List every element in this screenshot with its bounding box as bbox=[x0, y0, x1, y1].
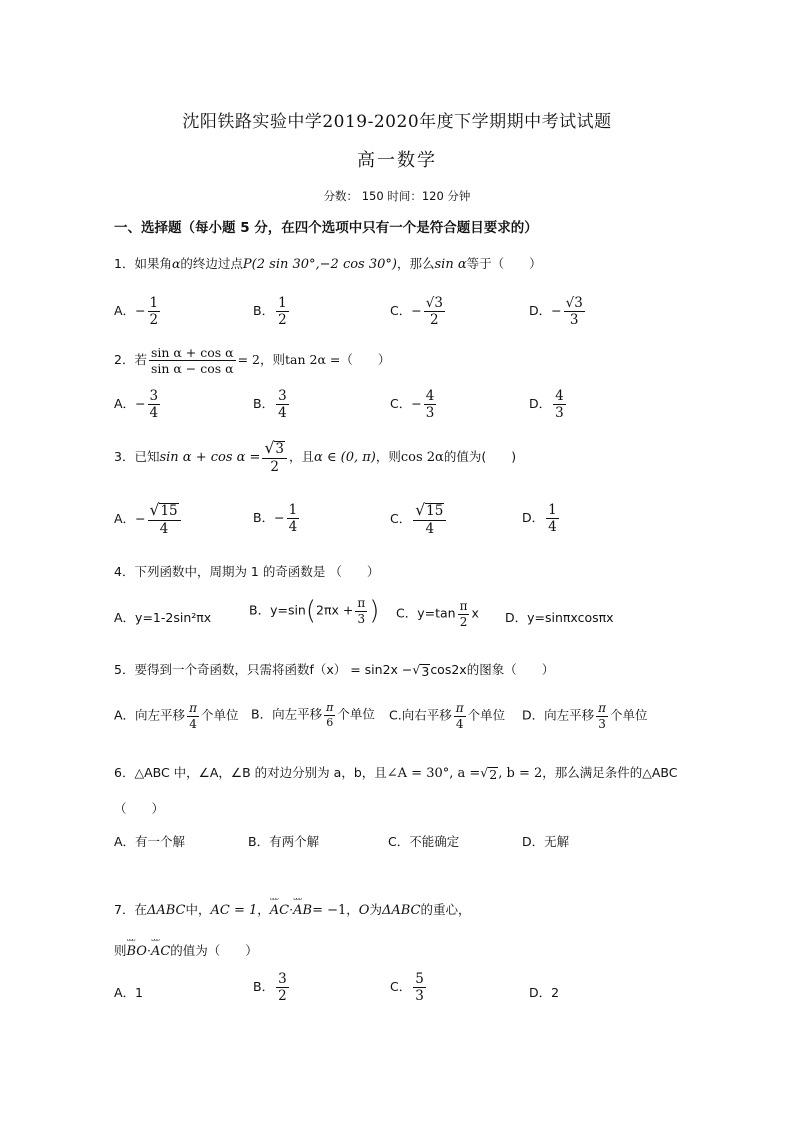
q2-option-b[interactable]: B． $\frac{3}{4}$ bbox=[253, 388, 287, 422]
q3-option-d[interactable]: D． $\frac{1}{4}$ bbox=[522, 502, 557, 536]
vector-ac: ᴗᴗᴗ AC bbox=[151, 944, 170, 959]
q4-option-b[interactable]: B．y=sin(2πx + $\frac{\pi}{3}$ ) bbox=[249, 596, 380, 627]
q7-option-a[interactable]: A．1 bbox=[114, 985, 144, 1000]
sqrt-3: √ 3 bbox=[412, 662, 430, 679]
vector-ac: ᴗᴗᴗ AC bbox=[270, 903, 289, 918]
question-7-line2: 则ᴗᴗᴗ BO·ᴗᴗᴗ AC的值为（ ） bbox=[114, 941, 258, 959]
q6-answer-paren: （ ） bbox=[114, 801, 165, 816]
section-heading: 一、选择题（每小题 5 分，在四个选项中只有一个是符合题目要求的） bbox=[114, 220, 538, 236]
vector-ab: ᴗᴗᴗ AB bbox=[293, 903, 312, 918]
sqrt-3: √ 3 bbox=[262, 441, 286, 459]
question-2: 2．若 $\frac{\text{sin α + cos α}}{\text{sin α − cos α}}$ = 2，则tan 2α =（ ） bbox=[114, 345, 391, 377]
q5-option-c[interactable]: C.向右平移 $\frac{\pi}{4}$ 个单位 bbox=[389, 701, 506, 731]
q1-option-a[interactable]: A．− $\frac{1}{2}$ bbox=[114, 295, 159, 329]
q2-option-c[interactable]: C．− $\frac{4}{3}$ bbox=[390, 388, 435, 422]
q5-option-a[interactable]: A．向左平移 $\frac{\pi}{4}$ 个单位 bbox=[114, 701, 239, 731]
q7-option-d[interactable]: D．2 bbox=[529, 985, 560, 1000]
q1-option-b[interactable]: B． $\frac{1}{2}$ bbox=[253, 295, 287, 329]
exam-title: 沈阳铁路实验中学2019-2020年度下学期期中考试试题 bbox=[182, 112, 612, 132]
q3-option-b[interactable]: B．− $\frac{1}{4}$ bbox=[253, 502, 298, 536]
sqrt-2: √ 2 bbox=[480, 765, 498, 782]
question-7: 7．在ΔABC中，AC = 1，ᴗᴗᴗ AC·ᴗᴗᴗ AB= −1，O为ΔABC的重心， bbox=[114, 900, 471, 918]
q4-option-d[interactable]: D．y=sinπxcosπx bbox=[505, 610, 614, 625]
q5-option-b[interactable]: B．向左平移 $\frac{\pi}{6}$ 个单位 bbox=[251, 701, 375, 729]
q7-option-b[interactable]: B． $\frac{3}{2}$ bbox=[253, 971, 287, 1005]
q3-option-c[interactable]: C． √ 15 4 bbox=[390, 503, 448, 536]
q2-option-d[interactable]: D． $\frac{4}{3}$ bbox=[529, 388, 564, 422]
q6-option-b[interactable]: B．有两个解 bbox=[248, 834, 320, 849]
q1-option-d[interactable]: D．− $\frac{√3}{3}$ bbox=[529, 295, 583, 329]
q2-option-a[interactable]: A．− $\frac{3}{4}$ bbox=[114, 388, 159, 422]
q4-option-a[interactable]: A．y=1-2sin²πx bbox=[114, 610, 212, 625]
q3-option-a[interactable]: A．− √ 15 4 bbox=[114, 503, 183, 536]
q7-option-c[interactable]: C． $\frac{5}{3}$ bbox=[390, 971, 424, 1005]
q6-option-d[interactable]: D．无解 bbox=[522, 834, 570, 849]
score-time-info: 分数： 150 时间：120 分钟 bbox=[323, 189, 471, 203]
q1-option-c[interactable]: C．− $\frac{√3}{2}$ bbox=[390, 295, 443, 329]
q6-option-c[interactable]: C．不能确定 bbox=[388, 834, 460, 849]
question-4: 4．下列函数中，周期为 1 的奇函数是 （ ） bbox=[114, 564, 380, 579]
q4-option-c[interactable]: C．y=tan $\frac{\pi}{2}$ x bbox=[396, 599, 479, 629]
question-3: 3．已知sin α + cos α = √ 3 2 ，且α ∈ (0, π)，则cos 2α的值为( ) bbox=[114, 439, 517, 475]
question-6: 6．△ABC 中，∠A，∠B 的对边分别为 a，b，且∠A = 30°, a = √ 2 , b = 2，那么满足条件的△ABC bbox=[114, 765, 678, 782]
question-5: 5．要得到一个奇函数，只需将函数f（x） = sin2x − √ 3 cos2x的图象（ ） bbox=[114, 662, 555, 679]
vector-bo: ᴗᴗᴗ BO bbox=[127, 944, 147, 959]
question-1: 1．如果角α的终边过点P(2 sin 30°,−2 cos 30°)，那么sin α等于（ ） bbox=[114, 256, 542, 272]
q5-option-d[interactable]: D．向左平移 $\frac{\pi}{3}$ 个单位 bbox=[522, 701, 648, 731]
subject-title: 高一数学 bbox=[357, 150, 437, 171]
q6-option-a[interactable]: A．有一个解 bbox=[114, 834, 186, 849]
